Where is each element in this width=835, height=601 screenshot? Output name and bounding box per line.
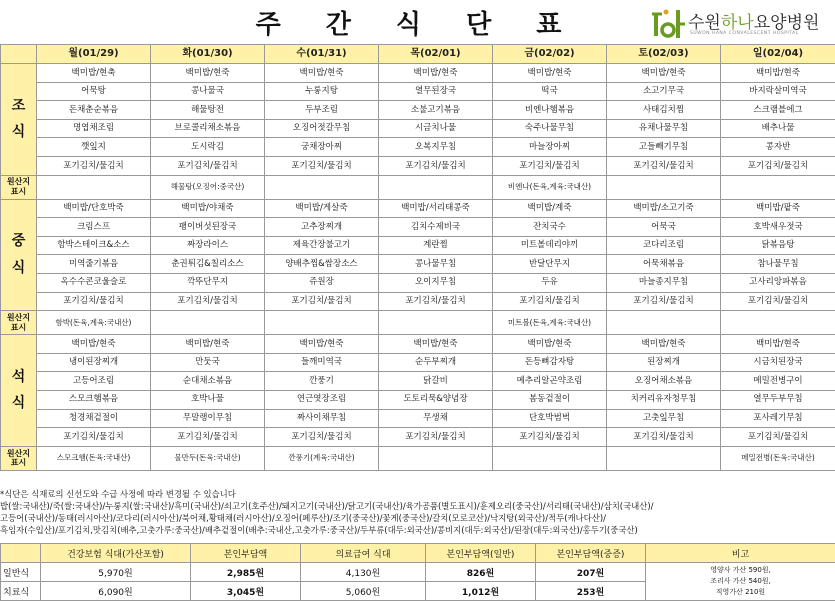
day-header: 목(02/01) [379, 45, 493, 64]
menu-item: 스모크햄볶음 [37, 390, 151, 409]
medical-aid-fee: 5,060원 [301, 582, 426, 601]
breakfast-row [1, 101, 835, 120]
logo-name: 수원하나요양병원 [688, 8, 819, 33]
menu-item: 포기김치/물김치 [493, 292, 607, 311]
menu-item: 도토리묵&양념장 [379, 390, 493, 409]
menu-item: 마늘종지무침 [607, 273, 721, 292]
price-header: 비고 [646, 544, 835, 563]
origin-cell [151, 311, 265, 335]
dinner-row [1, 372, 835, 391]
menu-item: 스크램블에그 [721, 101, 835, 120]
menu-item: 포기김치/물김치 [265, 428, 379, 447]
origin-cell: 해물탕(오징어:중국산) [151, 175, 265, 199]
menu-item: 포기김치/물김치 [151, 428, 265, 447]
menu-item: 콩나물무침 [379, 255, 493, 274]
menu-item: 누룽지탕 [265, 82, 379, 101]
menu-item: 백미밥/소고기죽 [607, 199, 721, 218]
price-row-label: 일반식 [1, 563, 41, 582]
breakfast-row [1, 119, 835, 138]
menu-item: 호박새우젓국 [721, 218, 835, 237]
menu-item: 포기김치/물김치 [37, 292, 151, 311]
menu-item: 소고기무국 [607, 82, 721, 101]
menu-item: 백미밥/현죽 [493, 64, 607, 83]
menu-item: 포기김치/물김치 [265, 292, 379, 311]
menu-item: 백미밥/현죽 [493, 335, 607, 354]
lunch-row [1, 199, 835, 218]
menu-item: 반달단무지 [493, 255, 607, 274]
logo-subtitle: SUWON HANA CONVALESCENT HOSPITAL [690, 31, 799, 36]
remark-line: 조리사 가산 540원, [648, 576, 833, 587]
medical-aid-fee: 4,130원 [301, 563, 426, 582]
menu-item: 열무된장국 [379, 82, 493, 101]
note-line: 고등어(국내산)/동태(러시아산)/코다리(러시아산)/북어채,황태채(러시아산)/오징어(페루산)/조기(중국산)/꽃게(중국산)/갈치(모로코산)/낙지탕(외국산)/적두(캐나다산)/ [0, 512, 835, 524]
note-line: *식단은 식재료의 신선도와 수급 사정에 따라 변경될 수 있습니다 [0, 488, 835, 500]
origin-cell [493, 446, 607, 470]
menu-item: 마늘장아찌 [493, 138, 607, 157]
origin-label: 원산지 표시 [1, 446, 37, 470]
dinner-label: 석 식 [1, 335, 37, 447]
menu-item: 백미밥/계죽 [493, 199, 607, 218]
menu-item: 포기김치/물김치 [721, 156, 835, 175]
menu-item: 백미밥/현죽 [379, 335, 493, 354]
menu-item: 백미밥/현죽 [721, 64, 835, 83]
day-header: 일(02/04) [721, 45, 835, 64]
header [0, 0, 835, 44]
menu-item: 고사리앙파볶음 [721, 273, 835, 292]
origin-label: 원산지 표시 [1, 175, 37, 199]
menu-item: 백미밥/현죽 [151, 64, 265, 83]
menu-item: 포기김치/물김치 [379, 292, 493, 311]
menu-item: 두부조림 [265, 101, 379, 120]
menu-item: 백미밥/현죽 [151, 335, 265, 354]
menu-item: 무생채 [379, 409, 493, 428]
copay: 3,045원 [191, 582, 301, 601]
meal-price-table [0, 543, 835, 601]
menu-item: 열무두부무침 [721, 390, 835, 409]
origin-cell [37, 175, 151, 199]
menu-item: 백미밥/서리태콩죽 [379, 199, 493, 218]
menu-item: 백미밥/현죽 [721, 335, 835, 354]
menu-item: 궁채장아찌 [265, 138, 379, 157]
remark-line: 영양사 가산 590원, [648, 565, 833, 576]
origin-cell: 비엔나(돈육,계육:국내산) [493, 175, 607, 199]
menu-item: 짜장라이스 [151, 236, 265, 255]
menu-item: 포기김치/물김치 [37, 428, 151, 447]
menu-item: 고추장찌개 [265, 218, 379, 237]
menu-item: 포기김치/물김치 [493, 156, 607, 175]
menu-item: 시금치나물 [379, 119, 493, 138]
menu-item: 소불고기볶음 [379, 101, 493, 120]
menu-item: 사태김치찜 [607, 101, 721, 120]
lunch-origin-row [1, 311, 835, 335]
menu-item: 고등어조림 [37, 372, 151, 391]
menu-item: 떡국 [493, 82, 607, 101]
menu-item: 순대채소볶음 [151, 372, 265, 391]
menu-item: 무말랭이무침 [151, 409, 265, 428]
price-header: 본인부담액 [191, 544, 301, 563]
breakfast-row [1, 156, 835, 175]
menu-item: 들깨미역국 [265, 353, 379, 372]
origin-cell: 메밀전병(돈육:국내산) [721, 446, 835, 470]
origin-cell [379, 446, 493, 470]
price-header: 본인부담액(중증) [536, 544, 646, 563]
menu-item: 포기김치/물김치 [493, 428, 607, 447]
ingredient-origin-notes [0, 488, 835, 536]
price-header [1, 544, 41, 563]
menu-item: 계란찜 [379, 236, 493, 255]
menu-item: 시금치된장국 [721, 353, 835, 372]
origin-cell: 스모크햄(돈육:국내산) [37, 446, 151, 470]
menu-item: 숙주나물무침 [493, 119, 607, 138]
menu-item: 포기김치/물김치 [151, 292, 265, 311]
menu-item: 백미밥/현죽 [607, 64, 721, 83]
menu-item: 백미밥/현죽 [379, 64, 493, 83]
day-header: 화(01/30) [151, 45, 265, 64]
menu-item: 백미밥/현죽 [37, 335, 151, 354]
menu-item: 만둣국 [151, 353, 265, 372]
menu-item: 포기김치/물김치 [721, 428, 835, 447]
menu-item: 닭볶음탕 [721, 236, 835, 255]
menu-item: 치커리유자청무침 [607, 390, 721, 409]
copay-general: 826원 [426, 563, 536, 582]
menu-item: 연근엿장조림 [265, 390, 379, 409]
dinner-row [1, 335, 835, 354]
menu-item: 포기김치/물김치 [607, 292, 721, 311]
menu-item: 메추리알곤약조림 [493, 372, 607, 391]
menu-item: 냉이된장찌개 [37, 353, 151, 372]
page-title: 주 간 식 단 표 [0, 4, 835, 41]
lunch-row [1, 273, 835, 292]
menu-item: 돈채춘순볶음 [37, 101, 151, 120]
breakfast-label: 조 식 [1, 64, 37, 176]
note-line: 흑임자(수입산)/포기김치,맛김치(배추,고춧가루:중국산)/배추겉절이(배추:국내산,고춧가루:중국산)/두부류(대두:외국산)/콩비지(대두:외국산)/된장(대두:외국산)/홍두기(중국산) [0, 524, 835, 536]
origin-cell [721, 175, 835, 199]
dinner-row [1, 390, 835, 409]
price-header: 건강보험 식대(가산포함) [41, 544, 191, 563]
menu-item: 크림스프 [37, 218, 151, 237]
lunch-row [1, 236, 835, 255]
menu-item: 포기김치/물김치 [721, 292, 835, 311]
price-header-row [1, 544, 835, 563]
menu-item: 호박나물 [151, 390, 265, 409]
remark-line: 직영가산 210원 [648, 587, 833, 598]
menu-item: 깐풍기 [265, 372, 379, 391]
menu-item: 브로콜리채소볶음 [151, 119, 265, 138]
menu-item: 비엔나햄볶음 [493, 101, 607, 120]
origin-cell: 미트볼(돈육,계육:국내산) [493, 311, 607, 335]
day-header: 월(01/29) [37, 45, 151, 64]
menu-item: 오징어채소볶음 [607, 372, 721, 391]
origin-cell [265, 311, 379, 335]
menu-item: 어묵국 [607, 218, 721, 237]
menu-item: 백미밥/게살죽 [265, 199, 379, 218]
menu-item: 짜사이채무침 [265, 409, 379, 428]
menu-item: 봄동겉절이 [493, 390, 607, 409]
lunch-label: 중 식 [1, 199, 37, 311]
menu-item: 백미밥/현죽 [265, 335, 379, 354]
insurance-fee: 5,970원 [41, 563, 191, 582]
menu-item: 명엽채조림 [37, 119, 151, 138]
menu-item: 포사레기무침 [721, 409, 835, 428]
origin-cell [607, 175, 721, 199]
price-header: 본인부담액(일반) [426, 544, 536, 563]
menu-item: 미트볼데리야끼 [493, 236, 607, 255]
menu-item: 두유 [493, 273, 607, 292]
dinner-origin-row [1, 446, 835, 470]
menu-item: 배추나물 [721, 119, 835, 138]
menu-item: 백미밥/현축 [37, 64, 151, 83]
menu-item: 포기김치/물김치 [37, 156, 151, 175]
menu-item: 옥수수콘코울슬로 [37, 273, 151, 292]
origin-label: 원산지 표시 [1, 311, 37, 335]
menu-item: 백미밥/야채죽 [151, 199, 265, 218]
dinner-row [1, 353, 835, 372]
menu-item: 순두부찌개 [379, 353, 493, 372]
menu-item: 포기김치/물김치 [265, 156, 379, 175]
dinner-row [1, 409, 835, 428]
menu-item: 메밀전병구이 [721, 372, 835, 391]
menu-item: 된장찌개 [607, 353, 721, 372]
menu-item: 포기김치/물김치 [151, 156, 265, 175]
menu-item: 어묵채볶음 [607, 255, 721, 274]
menu-item: 백미밥/단호박죽 [37, 199, 151, 218]
menu-item: 돈등뼈감자탕 [493, 353, 607, 372]
menu-item: 고춧잎무침 [607, 409, 721, 428]
menu-item: 백미밥/현죽 [607, 335, 721, 354]
origin-cell: 물만두(돈육:국내산) [151, 446, 265, 470]
origin-cell [379, 311, 493, 335]
menu-item: 팽이버섯된장국 [151, 218, 265, 237]
menu-item: 콩나물국 [151, 82, 265, 101]
menu-item: 깻잎지 [37, 138, 151, 157]
menu-item: 코다리조림 [607, 236, 721, 255]
lunch-row [1, 255, 835, 274]
day-header-row [1, 45, 835, 64]
logo-mark-icon [650, 6, 688, 40]
menu-item: 바지락살미역국 [721, 82, 835, 101]
price-row-label: 치료식 [1, 582, 41, 601]
price-remark [646, 563, 835, 601]
origin-cell [607, 311, 721, 335]
menu-item: 김치수제비국 [379, 218, 493, 237]
copay: 2,985원 [191, 563, 301, 582]
breakfast-row [1, 64, 835, 83]
menu-item: 함박스테이크&소스 [37, 236, 151, 255]
insurance-fee: 6,090원 [41, 582, 191, 601]
menu-item: 포기김치/물김치 [379, 156, 493, 175]
menu-item: 백미밥/현죽 [265, 64, 379, 83]
menu-item: 단호박범벅 [493, 409, 607, 428]
day-header: 수(01/31) [265, 45, 379, 64]
hospital-logo [650, 4, 830, 42]
menu-item: 어묵탕 [37, 82, 151, 101]
menu-item: 오징어젓갈무침 [265, 119, 379, 138]
menu-item: 콩자반 [721, 138, 835, 157]
weekly-menu-table [0, 44, 835, 471]
menu-item: 춘권튀김&칠리소스 [151, 255, 265, 274]
day-header: 금(02/02) [493, 45, 607, 64]
origin-cell: 함박(돈육,계육:국내산) [37, 311, 151, 335]
origin-cell [379, 175, 493, 199]
menu-item: 포기김치/물김치 [379, 428, 493, 447]
menu-item: 닭갈비 [379, 372, 493, 391]
lunch-row [1, 218, 835, 237]
menu-item: 백미밥/팥죽 [721, 199, 835, 218]
menu-item: 유채나물무침 [607, 119, 721, 138]
dinner-row [1, 428, 835, 447]
menu-item: 깍뚜단무지 [151, 273, 265, 292]
menu-item: 포기김치/물김치 [607, 428, 721, 447]
price-row-general [1, 563, 835, 582]
copay-general: 1,012원 [426, 582, 536, 601]
copay-severe: 253원 [536, 582, 646, 601]
menu-item: 잔치국수 [493, 218, 607, 237]
menu-item: 오이지무침 [379, 273, 493, 292]
menu-item: 양배추찜&쌈장소스 [265, 255, 379, 274]
origin-cell [721, 311, 835, 335]
menu-item: 오복지무침 [379, 138, 493, 157]
price-header: 의료급여 식대 [301, 544, 426, 563]
menu-item: 도시락김 [151, 138, 265, 157]
menu-item: 미역줄기볶음 [37, 255, 151, 274]
menu-item: 참나물무침 [721, 255, 835, 274]
origin-cell [607, 446, 721, 470]
menu-item: 쥬원장 [265, 273, 379, 292]
origin-cell: 깐풍기(계육:국내산) [265, 446, 379, 470]
menu-item: 해물탕전 [151, 101, 265, 120]
menu-item: 청경채겉절이 [37, 409, 151, 428]
corner-cell [1, 45, 37, 64]
copay-severe: 207원 [536, 563, 646, 582]
breakfast-row [1, 82, 835, 101]
note-line: 밥(쌀:국내산)/죽(쌀:국내산)/누룽지(쌀:국내산)/흑미(국내산)/쇠고기(호주산)/돼지고기(국내산)/닭고기(국내산)/육가공품(별도표시)/훈제오리(중국산)/서리태(국내산)/삼치(국내산)/ [0, 500, 835, 512]
origin-cell [265, 175, 379, 199]
lunch-row [1, 292, 835, 311]
day-header: 토(02/03) [607, 45, 721, 64]
breakfast-origin-row [1, 175, 835, 199]
menu-item: 포기김치/물김치 [607, 156, 721, 175]
menu-item: 제육간장불고기 [265, 236, 379, 255]
menu-item: 고들빼기무침 [607, 138, 721, 157]
breakfast-row [1, 138, 835, 157]
